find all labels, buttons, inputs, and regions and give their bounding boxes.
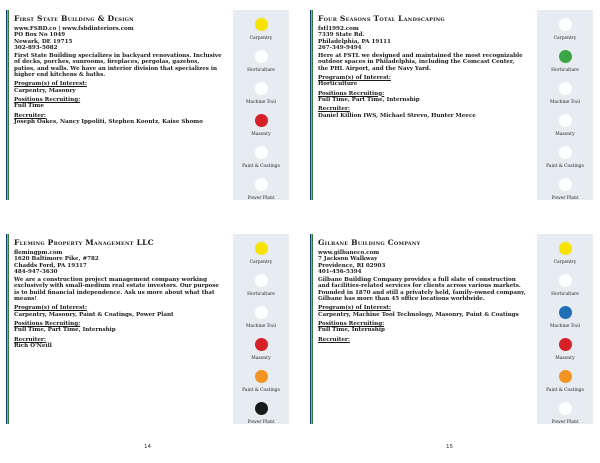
recruiter-label: Recruiter: xyxy=(14,336,46,343)
program-indicator xyxy=(537,146,593,169)
company-description: We are a construction project management company working exclusively with small-medium real estate investors. Our purpose is to build financial independence. Ask us more about what that means! xyxy=(14,277,219,303)
company-website-link[interactable]: www.FSBD.co | www.fsbdinteriors.com xyxy=(14,26,134,32)
program-dot xyxy=(255,370,268,383)
accent-stripe xyxy=(6,10,9,200)
programs-of-interest-label: Program(s) of Interest: xyxy=(14,81,87,88)
company-website-link[interactable]: flemingpm.com xyxy=(14,250,63,256)
company-card xyxy=(6,234,289,424)
accent-stripe xyxy=(6,234,9,424)
company-name: Four Seasons Total Landscaping xyxy=(318,14,445,23)
program-indicator xyxy=(537,306,593,329)
program-indicator xyxy=(233,178,289,201)
program-indicator xyxy=(537,338,593,361)
program-label: Power Plant xyxy=(551,420,579,425)
program-indicator xyxy=(537,242,593,265)
recruiter-value: Daniel Killion IWS, Michael Strevo, Hunter Meece xyxy=(318,112,476,119)
positions-recruiting-value: Full Time, Part Time, Internship xyxy=(14,327,116,334)
program-dot xyxy=(255,114,268,127)
program-dot xyxy=(559,114,572,127)
program-panel xyxy=(233,234,289,424)
positions-recruiting-label: Positions Recruiting: xyxy=(318,90,385,97)
program-indicator xyxy=(537,50,593,73)
contact-line: 7339 State Rd. xyxy=(318,32,365,39)
program-dot xyxy=(559,338,572,351)
program-dot xyxy=(255,242,268,255)
contact-line: Newark, DE 19715 xyxy=(14,38,73,45)
program-indicator xyxy=(233,306,289,329)
program-dot xyxy=(255,274,268,287)
contact-line: 1620 Baltimore Pike, #782 xyxy=(14,256,99,263)
contact-line: 401-456-5394 xyxy=(318,268,362,275)
program-label: Paint & Coatings xyxy=(546,388,584,393)
program-indicator xyxy=(233,274,289,297)
program-dot xyxy=(559,274,572,287)
contact-line: 267-349-9494 xyxy=(318,44,362,51)
program-label: Paint & Coatings xyxy=(242,164,280,169)
card-body xyxy=(14,238,222,349)
program-label: Horticulture xyxy=(247,292,275,297)
program-indicator xyxy=(537,114,593,137)
company-website-link[interactable]: www.gilbaneco.com xyxy=(318,250,380,256)
program-dot xyxy=(559,18,572,31)
company-name: First State Building & Design xyxy=(14,14,134,23)
program-indicator xyxy=(233,402,289,425)
contact-line: Philadelphia, PA 19111 xyxy=(318,38,391,45)
program-indicator xyxy=(537,402,593,425)
program-dot xyxy=(559,402,572,415)
program-indicator xyxy=(537,274,593,297)
company-name: Fleming Property Management LLC xyxy=(14,238,154,247)
program-indicator xyxy=(233,146,289,169)
program-indicator xyxy=(537,82,593,105)
program-dot xyxy=(255,178,268,191)
program-panel xyxy=(537,10,593,200)
program-indicator xyxy=(233,338,289,361)
contact-info xyxy=(14,250,222,275)
contact-line: Providence, RI 02903 xyxy=(318,262,386,269)
program-label: Horticulture xyxy=(247,68,275,73)
recruiter-label: Recruiter: xyxy=(14,112,46,119)
program-dot xyxy=(559,50,572,63)
contact-line: PO Box No 1049 xyxy=(14,32,66,39)
contact-info xyxy=(318,250,526,275)
company-website-link[interactable]: fstl1992.com xyxy=(318,26,359,32)
program-label: Machine Tool xyxy=(246,100,276,105)
positions-recruiting-label: Positions Recruiting: xyxy=(14,96,81,103)
programs-of-interest-label: Program(s) of Interest: xyxy=(318,305,391,312)
program-dot xyxy=(559,178,572,191)
program-dot xyxy=(255,146,268,159)
program-panel xyxy=(233,10,289,200)
contact-line: 484-947-3630 xyxy=(14,268,58,275)
accent-stripe xyxy=(310,234,313,424)
programs-of-interest-value: Carpentry, Masonry, Paint & Coatings, Power Plant xyxy=(14,311,174,318)
company-card xyxy=(310,234,593,424)
program-dot xyxy=(255,50,268,63)
program-label: Horticulture xyxy=(551,68,579,73)
program-dot xyxy=(255,338,268,351)
program-label: Power Plant xyxy=(247,196,275,201)
program-indicator xyxy=(233,242,289,265)
positions-recruiting-label: Positions Recruiting: xyxy=(318,320,385,327)
program-indicator xyxy=(233,50,289,73)
recruiter-value: Joseph Oakes, Nancy Ippoliti, Stephen Koontz, Kaise Shomo xyxy=(14,118,203,125)
program-label: Machine Tool xyxy=(246,324,276,329)
programs-of-interest-label: Program(s) of Interest: xyxy=(318,75,391,82)
program-label: Power Plant xyxy=(247,420,275,425)
contact-line: Chadds Ford, PA 19317 xyxy=(14,262,87,269)
contact-line: 302-893-5082 xyxy=(14,44,58,51)
positions-recruiting-value: Full Time, Part Time, Internship xyxy=(318,96,420,103)
company-card xyxy=(6,10,289,200)
program-dot xyxy=(255,82,268,95)
program-indicator xyxy=(537,178,593,201)
program-label: Masonry xyxy=(555,132,575,137)
recruiter-value: Rich O'Neill xyxy=(14,342,52,349)
positions-recruiting-label: Positions Recruiting: xyxy=(14,320,81,327)
program-indicator xyxy=(233,114,289,137)
program-label: Machine Tool xyxy=(550,324,580,329)
company-name: Gilbane Building Company xyxy=(318,238,421,247)
card-body xyxy=(318,238,526,343)
company-card xyxy=(310,10,593,200)
card-body xyxy=(14,14,222,125)
program-label: Carpentry xyxy=(553,260,577,265)
programs-of-interest-value: Horticulture xyxy=(318,81,358,88)
program-dot xyxy=(559,306,572,319)
program-dot xyxy=(559,82,572,95)
positions-recruiting-value: Full Time, Internship xyxy=(318,327,385,334)
program-label: Paint & Coatings xyxy=(546,164,584,169)
program-label: Masonry xyxy=(251,132,271,137)
accent-stripe xyxy=(310,10,313,200)
program-panel xyxy=(537,234,593,424)
program-dot xyxy=(559,370,572,383)
programs-of-interest-label: Program(s) of Interest: xyxy=(14,305,87,312)
program-label: Carpentry xyxy=(249,260,273,265)
program-label: Masonry xyxy=(555,356,575,361)
programs-of-interest-value: Carpentry, Masonry xyxy=(14,87,76,94)
contact-line: 7 Jackson Walkway xyxy=(318,256,378,263)
company-description: Gilbane Building Company provides a full slate of construction and facilities-related services for clients across various markets. Founded in 1870 and still a privately held, family-owned company, Gilbane has more than 45 office locations worldwide. xyxy=(318,277,526,303)
program-label: Power Plant xyxy=(551,196,579,201)
program-label: Carpentry xyxy=(553,36,577,41)
program-indicator xyxy=(537,370,593,393)
page-number-left: 14 xyxy=(144,444,151,450)
contact-info xyxy=(14,26,222,51)
company-description: Here at FSTL we designed and maintained the most recognizable outdoor spaces in Philadelphia, including the Comcast Center, the PHL Airport, and the Navy Yard. xyxy=(318,53,523,72)
card-body xyxy=(318,14,526,119)
program-dot xyxy=(255,18,268,31)
page-number-right: 15 xyxy=(446,444,453,450)
program-indicator xyxy=(537,18,593,41)
program-indicator xyxy=(233,370,289,393)
recruiter-label: Recruiter: xyxy=(318,106,350,113)
program-label: Machine Tool xyxy=(550,100,580,105)
program-dot xyxy=(559,242,572,255)
contact-info xyxy=(318,26,526,51)
program-dot xyxy=(255,306,268,319)
program-label: Paint & Coatings xyxy=(242,388,280,393)
program-label: Horticulture xyxy=(551,292,579,297)
program-label: Masonry xyxy=(251,356,271,361)
program-dot xyxy=(559,146,572,159)
recruiter-label: Recruiter: xyxy=(318,336,350,343)
program-dot xyxy=(255,402,268,415)
program-indicator xyxy=(233,82,289,105)
positions-recruiting-value: Full Time xyxy=(14,103,44,110)
company-description: First State Building specializes in backyard renovations. Inclusive of decks, porches, sunrooms, fireplaces, pergolas, gazebos, patios, and walls. We have an interior division that specializes in higher end kitchens & baths. xyxy=(14,53,222,79)
program-indicator xyxy=(233,18,289,41)
program-label: Carpentry xyxy=(249,36,273,41)
programs-of-interest-value: Carpentry, Machine Tool Technology, Masonry, Paint & Coatings xyxy=(318,311,519,318)
